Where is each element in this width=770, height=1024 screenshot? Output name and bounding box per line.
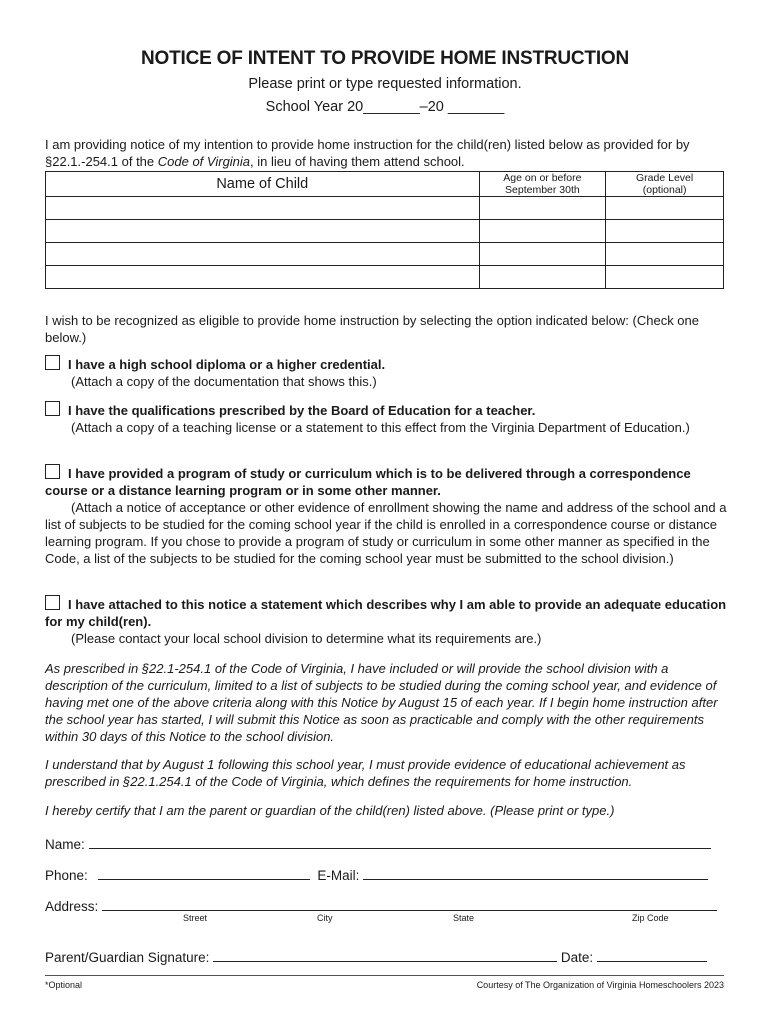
certify-statement: I hereby certify that I am the parent or guardian of the child(ren) listed above. (Please print or type.) xyxy=(45,803,615,818)
col-header-grade: Grade Level (optional) xyxy=(606,172,724,197)
children-table xyxy=(45,171,724,289)
child-grade-cell[interactable] xyxy=(606,220,724,243)
diploma-checkbox[interactable] xyxy=(45,355,60,370)
intro-text-after: , in lieu of having them attend school. xyxy=(250,154,465,169)
footer-optional-note: *Optional xyxy=(45,980,83,990)
prescribed-statement: As prescribed in §22.1-254.1 of the Code of Virginia, I have included or will provide the school division with a description of the curriculum, limited to a list of subjects to be studied during the coming school year, and evidence of having met one of the above criteria along with this Notice by August 15 of each year. If I begin home instruction after the school year has started, I will submit this Notice as soon as practicable and comply with the other requirements within 30 days of this Notice to the school division. xyxy=(45,661,718,744)
understand-statement: I understand that by August 1 following this school year, I must provide evidence of educational achievement as prescribed in §22.1.254.1 of the Code of Virginia, which defines the requirements for home instruction. xyxy=(45,757,686,789)
date-label: Date: xyxy=(560,950,594,965)
signature-input-line[interactable] xyxy=(213,947,557,962)
option-label: I have attached to this notice a statement which describes why I am able to provide an adequate education for my child(ren). xyxy=(45,597,727,629)
intro-text-before: I am providing notice of my intention to provide home instruction for the child(ren) listed below as provided for by §22.1.-254.1 of the xyxy=(45,137,690,169)
eligibility-intro: I wish to be recognized as eligible to provide home instruction by selecting the option indicated below: (Check one below.) xyxy=(45,313,699,345)
phone-email-row xyxy=(45,865,708,883)
child-name-cell[interactable] xyxy=(46,266,480,289)
address-label: Address: xyxy=(45,899,99,914)
curriculum-checkbox[interactable] xyxy=(45,464,60,479)
child-age-cell[interactable] xyxy=(479,243,606,266)
table-row xyxy=(46,220,724,243)
child-grade-cell[interactable] xyxy=(606,266,724,289)
option-label: I have the qualifications prescribed by the Board of Education for a teacher. xyxy=(68,403,536,418)
address-street-caption: Street xyxy=(183,913,208,923)
address-zip-caption: Zip Code xyxy=(632,913,669,923)
page-title: NOTICE OF INTENT TO PROVIDE HOME INSTRUCTION xyxy=(140,48,630,69)
intro-paragraph xyxy=(45,136,729,170)
child-age-cell[interactable] xyxy=(479,220,606,243)
child-name-cell[interactable] xyxy=(46,220,480,243)
child-age-cell[interactable] xyxy=(479,197,606,220)
option-note: (Attach a copy of a teaching license or a statement to this effect from the Virginia Department of Education.) xyxy=(71,420,690,435)
col-header-age: Age on or before September 30th xyxy=(479,172,606,197)
child-name-cell[interactable] xyxy=(46,243,480,266)
child-grade-cell[interactable] xyxy=(606,243,724,266)
option-statement xyxy=(45,595,729,647)
statement-checkbox[interactable] xyxy=(45,595,60,610)
address-row xyxy=(45,896,717,914)
table-row xyxy=(46,243,724,266)
date-input-line[interactable] xyxy=(597,947,707,962)
signature-row xyxy=(45,947,707,965)
address-input-line[interactable] xyxy=(102,896,717,911)
name-input-line[interactable] xyxy=(89,834,711,849)
school-year-line[interactable]: School Year 20_______–20 _______ xyxy=(265,99,505,115)
table-row xyxy=(46,197,724,220)
phone-input-line[interactable] xyxy=(98,865,310,880)
teacher-checkbox[interactable] xyxy=(45,401,60,416)
footer-courtesy: Courtesy of The Organization of Virginia Homeschoolers 2023 xyxy=(476,980,724,990)
option-note: (Attach a copy of the documentation that shows this.) xyxy=(71,374,377,389)
option-note: (Please contact your local school division to determine what its requirements are.) xyxy=(71,631,542,646)
option-teacher xyxy=(45,401,729,436)
name-field-row xyxy=(45,834,711,852)
footer-divider xyxy=(45,975,724,976)
table-row xyxy=(46,266,724,289)
option-diploma xyxy=(45,355,729,390)
child-name-cell[interactable] xyxy=(46,197,480,220)
page-subtitle: Please print or type requested information. xyxy=(248,76,522,92)
phone-label: Phone: xyxy=(45,868,88,883)
signature-label: Parent/Guardian Signature: xyxy=(45,950,210,965)
intro-code-ref: Code of Virginia xyxy=(157,154,251,169)
email-input-line[interactable] xyxy=(363,865,708,880)
address-city-caption: City xyxy=(317,913,333,923)
option-note: (Attach a notice of acceptance or other evidence of enrollment showing the name and address of the school and a list of subjects to be studied for the coming school year if the child is enrolled in a correspondence course or distance learning program. If you chose to provide a program of study or curriculum in some other manner as specified in the Code, a list of the subjects to be studied for the coming school year must be submitted to the school division.) xyxy=(45,500,727,566)
email-label: E-Mail: xyxy=(317,868,360,883)
name-label: Name: xyxy=(45,837,85,852)
option-label: I have provided a program of study or curriculum which is to be delivered through a correspondence course or a distance learning program or in some other manner. xyxy=(45,466,691,498)
child-grade-cell[interactable] xyxy=(606,197,724,220)
child-age-cell[interactable] xyxy=(479,266,606,289)
option-curriculum xyxy=(45,464,729,567)
address-state-caption: State xyxy=(453,913,475,923)
col-header-name: Name of Child xyxy=(46,172,480,197)
option-label: I have a high school diploma or a higher credential. xyxy=(68,357,386,372)
